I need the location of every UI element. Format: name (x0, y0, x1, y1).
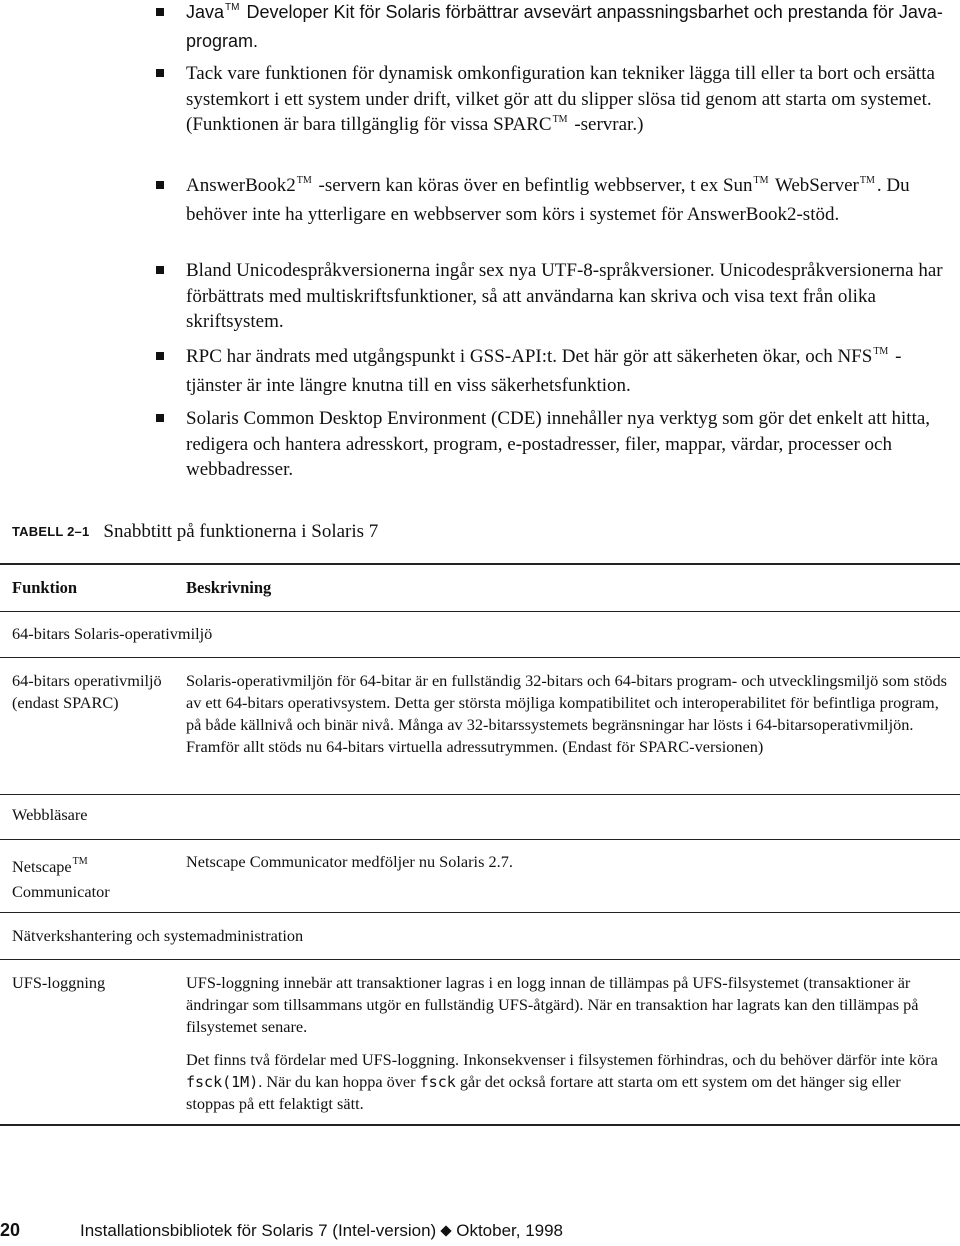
bullet-text: -tjänster är inte längre knutna till en viss säkerhetsfunktion. (186, 346, 902, 396)
bullet-text: WebServer (770, 175, 859, 196)
bullet-text: Java (186, 2, 225, 22)
table-rule (0, 794, 960, 795)
table-rule (0, 657, 960, 658)
table-row-description: Solaris-operativmiljön för 64-bitar är en fullständig 32-bitars och 64-bitars program- och utvecklingsmiljö som stöds av ett 64-bitars operativsystem. Detta ger största möjliga kompatibilitet och interoperabilitet för befintliga program, på både källnivå och binär nivå. Många av 32-bitarssystemets begränsningar har lösts i 64-bitarsoperativmiljön. Framför allt stöds nu 64-bitars virtuella adressutrymmen. (Endast för SPARC-versionen) (186, 671, 947, 756)
bullet-text: -servrar.) (569, 114, 644, 135)
table-rule (0, 839, 960, 840)
description-text: Det finns två fördelar med UFS-loggning. Inkonsekvenser i filsystemen förhindras, och du behöver därför inte köra (186, 1050, 938, 1069)
row-name-text: Communicator (12, 882, 110, 901)
bullet-text: -servern kan köras över en befintlig webbserver, t ex Sun (313, 175, 753, 196)
table-row-name: 64-bitars operativmiljö (endast SPARC) (12, 671, 162, 712)
bullet-text: AnswerBook2 (186, 175, 296, 196)
bullet-marker (156, 69, 164, 77)
bullet-marker (156, 266, 164, 274)
page-number: 20 (0, 1220, 21, 1240)
table-row-description (186, 1049, 951, 1115)
bullet-text: Developer Kit för Solaris förbättrar avsevärt anpassningsbarhet och prestanda för Java-program. (186, 2, 943, 51)
publication-date: Oktober, 1998 (456, 1221, 564, 1240)
bullet-marker (156, 352, 164, 360)
table-bottom-rule (0, 1124, 960, 1126)
trademark-mark: TM (72, 856, 88, 867)
footer-text (80, 1221, 563, 1241)
column-header-description: Beskrivning (186, 578, 272, 597)
bullet-text: . Du behöver inte ha ytterligare en webbserver som körs i systemet för AnswerBook2-stöd. (186, 175, 910, 225)
diamond-separator-icon (441, 1225, 452, 1236)
trademark-mark: TM (859, 175, 875, 186)
table-row-description: Netscape Communicator medföljer nu Solaris 2.7. (186, 852, 513, 871)
bullet-item-rpc (186, 344, 948, 398)
bullet-marker (156, 414, 164, 422)
trademark-mark: TM (552, 114, 568, 125)
bullet-text: Bland Unicodespråkversionerna ingår sex nya UTF-8-språkversioner. Unicodespråkversionerna har förbättrats med multiskriftsfunktioner, så att användarna kan skriva och visa text från olika skriftsystem. (186, 260, 943, 332)
bullet-marker (156, 181, 164, 189)
table-section-title: 64-bitars Solaris-operativmiljö (12, 624, 213, 643)
bullet-text: Tack vare funktionen för dynamisk omkonfiguration kan tekniker lägga till eller ta bort och ersätta systemkort i ett system under drift, vilket gör att du slipper slösa tid genom att starta om systemet. (Funktionen är bara tillgänglig för vissa SPARC (186, 63, 935, 135)
book-title: Installationsbibliotek för Solaris 7 (Intel-version) (80, 1221, 437, 1240)
code-command: fsck(1M) (186, 1073, 259, 1091)
table-row-description: UFS-loggning innebär att transaktioner lagras i en logg innan de tillämpas på UFS-filsystemet (transaktioner är ändringar som tillsammans utgör en fullständig UFS-åtgärd). När en transaktion har lagrats kan den tillämpas på filsystemet senare. (186, 973, 919, 1036)
row-name-text: Netscape (12, 857, 72, 876)
table-rule (0, 912, 960, 913)
table-row-name (12, 856, 172, 903)
bullet-item-answerbook (186, 173, 948, 227)
table-rule (0, 611, 960, 612)
table-caption-title: Snabbtitt på funktionerna i Solaris 7 (103, 521, 379, 542)
table-row-name: UFS-loggning (12, 973, 106, 992)
table-caption (12, 521, 378, 543)
bullet-item-unicode (186, 258, 948, 335)
table-section-title: Nätverkshantering och systemadministration (12, 926, 304, 945)
trademark-mark: TM (296, 175, 312, 186)
table-rule (0, 959, 960, 960)
bullet-text: RPC har ändrats med utgångspunkt i GSS-API:t. Det här gör att säkerheten ökar, och NFS (186, 346, 873, 367)
description-text: går det också fortare att starta om ett system om det hänger sig eller stoppas på ett felaktigt sätt. (186, 1072, 901, 1113)
trademark-mark: TM (753, 175, 769, 186)
bullet-item-cde (186, 406, 948, 483)
table-section-title: Webbläsare (12, 805, 88, 824)
table-top-rule (0, 563, 960, 565)
table-caption-label: TABELL 2–1 (12, 524, 90, 539)
bullet-text: Solaris Common Desktop Environment (CDE) innehåller nya verktyg som gör det enkelt att hitta, redigera och hantera adresskort, program, e-postadresser, filer, mappar, värdar, processer och webbadresser. (186, 408, 931, 480)
bullet-marker (156, 8, 164, 16)
trademark-mark: TM (873, 346, 889, 357)
trademark-mark: TM (225, 2, 240, 13)
column-header-function: Funktion (12, 578, 78, 597)
bullet-item-java (186, 0, 948, 54)
bullet-item-dynamic-reconfig (186, 61, 948, 141)
description-text: . När du kan hoppa över (258, 1072, 420, 1091)
code-command: fsck (419, 1073, 456, 1091)
